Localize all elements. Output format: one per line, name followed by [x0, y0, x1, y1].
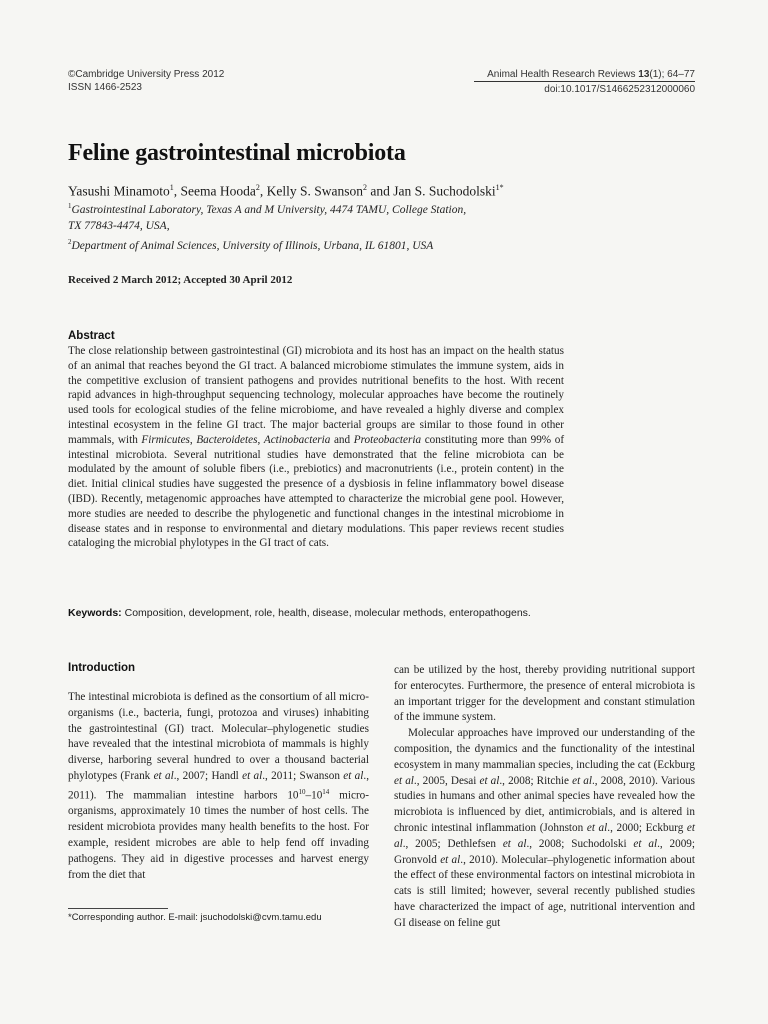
- body-column-left: [68, 690, 369, 883]
- et-al: et al: [394, 774, 414, 787]
- body-text: ., 2005; Dethlefsen: [402, 837, 503, 850]
- body-text: micro-organisms, approximately 10 times the number of host cells. The resident microbiota provides many health benefits to the host. For example, resident microbes are able to help fend off invading pathogens. They aid in digestive processes and harvest energy from the diet that: [68, 789, 369, 881]
- body-text: Molecular approaches have improved our understanding of the composition, the dynamics and the functionality of the intestinal ecosystem in many mammalian species, including the cat (Eckburg: [394, 727, 695, 771]
- body-text: ., 2011; Swanson: [262, 769, 344, 782]
- body-text: –10: [305, 789, 323, 802]
- doi-line: doi:10.1017/S1466252312000060: [544, 84, 695, 95]
- author-affil-mark: 2: [363, 183, 368, 192]
- exponent: 14: [322, 787, 330, 796]
- abstract-text: and: [330, 433, 354, 446]
- body-text: ., 2009; Gronvold: [394, 837, 695, 866]
- journal-citation: [395, 68, 695, 81]
- introduction-heading: Introduction: [68, 662, 136, 674]
- affiliation-1-cont: TX 77843-4474, USA,: [68, 219, 170, 232]
- affiliation-number: 2: [68, 237, 72, 246]
- abstract-text: constituting more than 99% of intestinal microbiota. Several nutritional studies have demonstrated that the feline microbiota can be modulated by the amount of soluble fibers (i.e., prebiotics) and macronutrients (i.e., protein content) in the diet. Initial clinical studies have suggested the presence of a dysbiosis in feline inflammatory bowel disease (IBD). Recently, metagenomic approaches have attempted to characterize the microbial gene pool. However, more studies are needed to describe the phylogenetic and functional changes in the intestinal microbiome in disease states and in response to environmental and dietary modulations. This paper reviews recent studies cataloging the microbial phylotypes in the GI tract of cats.: [68, 433, 565, 550]
- abstract-text: ,: [257, 433, 264, 446]
- exponent: 10: [298, 787, 306, 796]
- abstract-body: [68, 344, 564, 551]
- affiliation-number: 1: [68, 202, 72, 210]
- publisher-info: [68, 68, 224, 94]
- body-text: ., 2007; Handl: [173, 769, 243, 782]
- paragraph: can be utilized by the host, thereby providing nutritional support for enterocytes. Furthermore, the presence of enteral microbiota is an important trigger for the development and constant stimulation of the immune system.: [394, 664, 695, 724]
- et-al: et al: [394, 821, 695, 850]
- keywords-text: Composition, development, role, health, disease, molecular methods, enteropathogens.: [121, 607, 531, 619]
- abstract-heading: Abstract: [68, 330, 115, 342]
- body-text: ., 2008; Suchodolski: [526, 837, 634, 850]
- author-list: [68, 180, 504, 200]
- body-text: ., 2011). The mammalian intestine harbors 10: [68, 769, 369, 802]
- et-al: et al: [502, 837, 527, 850]
- body-text: ., 2005, Desai: [413, 774, 480, 787]
- et-al: et al: [440, 853, 461, 866]
- keywords-label: Keywords:: [68, 607, 122, 619]
- body-text: ., 2008; Ritchie: [499, 774, 573, 787]
- taxon-name: Proteobacteria: [353, 433, 422, 446]
- affiliation-text: Gastrointestinal Laboratory, Texas A and M University, 4474 TAMU, College Station,: [71, 203, 467, 216]
- body-text: The intestinal microbiota is defined as the consortium of all micro-organisms (i.e., bacteria, fungi, protozoa and viruses) inhabiting the gastrointestinal (GI) tract. Molecular–phylogenetic studies have revealed that the intestinal microbiota of mammals is highly diverse, harboring several hundred to over a thousand bacterial phylotypes (Frank: [68, 691, 369, 782]
- body-text: ., 2000; Eckburg: [607, 821, 687, 834]
- header-rule: [474, 81, 695, 82]
- et-al: et al: [479, 774, 500, 787]
- paragraph: [68, 690, 369, 883]
- et-al: et al: [153, 769, 174, 782]
- author-name: Yasushi Minamoto: [68, 183, 170, 199]
- abstract-text: The close relationship between gastrointestinal (GI) microbiota and its host has an impact on the health status of an animal that reaches beyond the GI tract. A balanced microbiome stimulates the immune system, aids in the competitive exclusion of transient pathogens and provides nutritional benefits to the host. With recent rapid advances in high-throughput sequencing technology, molecular approaches have become the routinely used tools for ecological studies of the feline microbiome, and have revealed a highly diverse and complex intestinal ecosystem in the feline GI tract. The major bacterial groups are similar to those found in other mammals, with: [68, 345, 564, 446]
- author-name: Kelly S. Swanson: [266, 183, 364, 199]
- author-affil-mark: 1*: [495, 183, 504, 192]
- et-al: et al: [586, 821, 608, 834]
- taxon-name: Bacteroidetes: [196, 433, 258, 446]
- affiliation-text: Department of Animal Sciences, University of Illinois, Urbana, IL 61801, USA: [71, 239, 434, 252]
- affiliation-2: [68, 234, 548, 254]
- et-al: et al: [633, 837, 658, 850]
- article-title: Feline gastrointestinal microbiota: [68, 140, 406, 166]
- journal-name: Animal Health Research Reviews: [487, 69, 639, 80]
- affiliations: [68, 198, 548, 254]
- author-affil-mark: 1: [169, 183, 174, 192]
- issn-line: ISSN 1466-2523: [68, 82, 142, 93]
- author-separator: and: [367, 183, 394, 199]
- corresponding-author-footnote: *Corresponding author. E-mail: jsuchodolski@cvm.tamu.edu: [68, 912, 322, 923]
- journal-issue-pages: (1); 64–77: [649, 69, 695, 80]
- author-separator: ,: [173, 183, 181, 199]
- affiliation-1: [68, 198, 548, 218]
- journal-info: [395, 68, 695, 96]
- body-column-right: [394, 663, 695, 932]
- et-al: et al: [343, 769, 364, 782]
- paragraph: [394, 726, 695, 931]
- footnote-rule: [68, 908, 168, 909]
- author-affil-mark: 2: [255, 183, 260, 192]
- body-text: ., 2008, 2010). Various studies in humans and other animal species have revealed how the microbiota is influenced by diet, antimicrobials, and is altered in chronic intestinal inflammation (Johnston: [394, 774, 695, 834]
- keywords: [68, 606, 564, 621]
- copyright-line: ©Cambridge University Press 2012: [68, 69, 225, 80]
- abstract-text: ,: [189, 433, 197, 446]
- taxon-name: Actinobacteria: [263, 433, 331, 446]
- et-al: et al: [572, 774, 592, 787]
- received-dates: Received 2 March 2012; Accepted 30 April 2012: [68, 274, 293, 286]
- journal-volume: 13: [638, 69, 650, 80]
- taxon-name: Firmicutes: [141, 433, 190, 446]
- author-separator: ,: [259, 183, 267, 199]
- author-name: Jan S. Suchodolski: [393, 183, 496, 199]
- body-text: ., 2010). Molecular–phylogenetic information about the effect of these environmental factors on intestinal microbiota in cats is still limited; however, several recently published studies have characterized the impact of age, nutritional intervention and GI disease on feline gut: [394, 853, 695, 929]
- author-name: Seema Hooda: [180, 183, 256, 199]
- et-al: et al: [242, 769, 263, 782]
